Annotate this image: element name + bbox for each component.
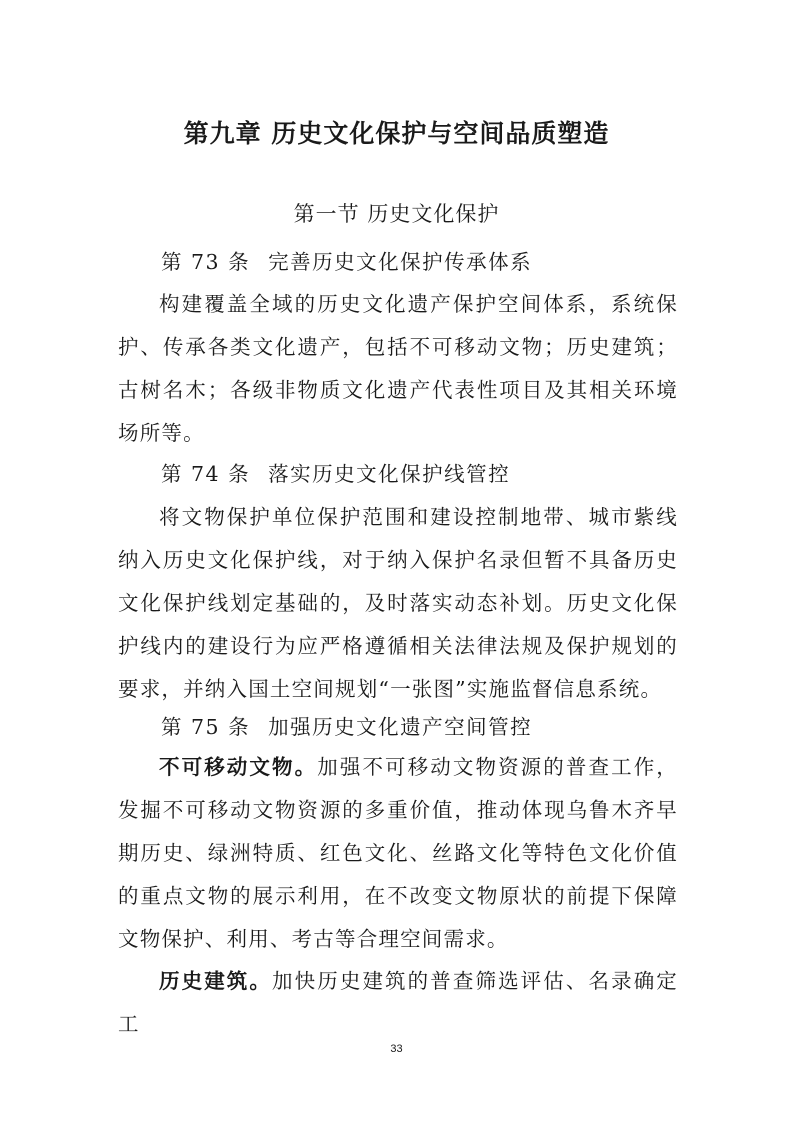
paragraph-lead: 历史建筑。: [159, 969, 273, 993]
section-title: 第一节 历史文化保护: [293, 202, 500, 226]
article-body-75: [118, 746, 678, 961]
article-title: 完善历史文化保护传承体系: [268, 250, 533, 274]
article-body-74: [118, 496, 678, 711]
article-title: 落实历史文化保护线管控: [268, 462, 511, 486]
article-title: 加强历史文化遗产空间管控: [268, 715, 533, 739]
paragraph-text: 将文物保护单位保护范围和建设控制地带、城市紫线纳入历史文化保护线，对于纳入保护名录但暂不具备历史文化保护线划定基础的，及时落实动态补划。历史文化保护线内的建设行为应严格遵循相关法律法规及保护规划的要求，并纳入国土空间规划“一张图”实施监督信息系统。: [118, 505, 678, 701]
article-body-75-continued: [118, 960, 678, 1046]
paragraph: [118, 960, 678, 1046]
paragraph: [118, 283, 678, 455]
article-heading-75: [161, 710, 532, 740]
paragraph-text: 构建覆盖全域的历史文化遗产保护空间体系，系统保护、传承各类文化遗产，包括不可移动文物；历史建筑；古树名木；各级非物质文化遗产代表性项目及其相关环境场所等。: [118, 292, 678, 445]
paragraph: [118, 746, 678, 961]
article-number: 第 74 条: [161, 462, 251, 486]
paragraph-text: 加强不可移动文物资源的普查工作，发掘不可移动文物资源的多重价值，推动体现乌鲁木齐早期历史、绿洲特质、红色文化、丝路文化等特色文化价值的重点文物的展示利用，在不改变文物原状的前提下保障文物保护、利用、考古等合理空间需求。: [118, 755, 678, 951]
article-heading-74: [161, 457, 510, 487]
paragraph: [118, 496, 678, 711]
paragraph-text: 加快历史建筑的普查筛选评估、名录确定工: [118, 969, 679, 1036]
paragraph-lead: 不可移动文物。: [159, 755, 318, 779]
article-body-73: [118, 283, 678, 455]
chapter-title: 第九章 历史文化保护与空间品质塑造: [183, 119, 610, 148]
article-heading-73: [161, 245, 532, 275]
article-number: 第 73 条: [161, 250, 251, 274]
article-number: 第 75 条: [161, 715, 251, 739]
page-number: 33: [390, 1043, 403, 1055]
